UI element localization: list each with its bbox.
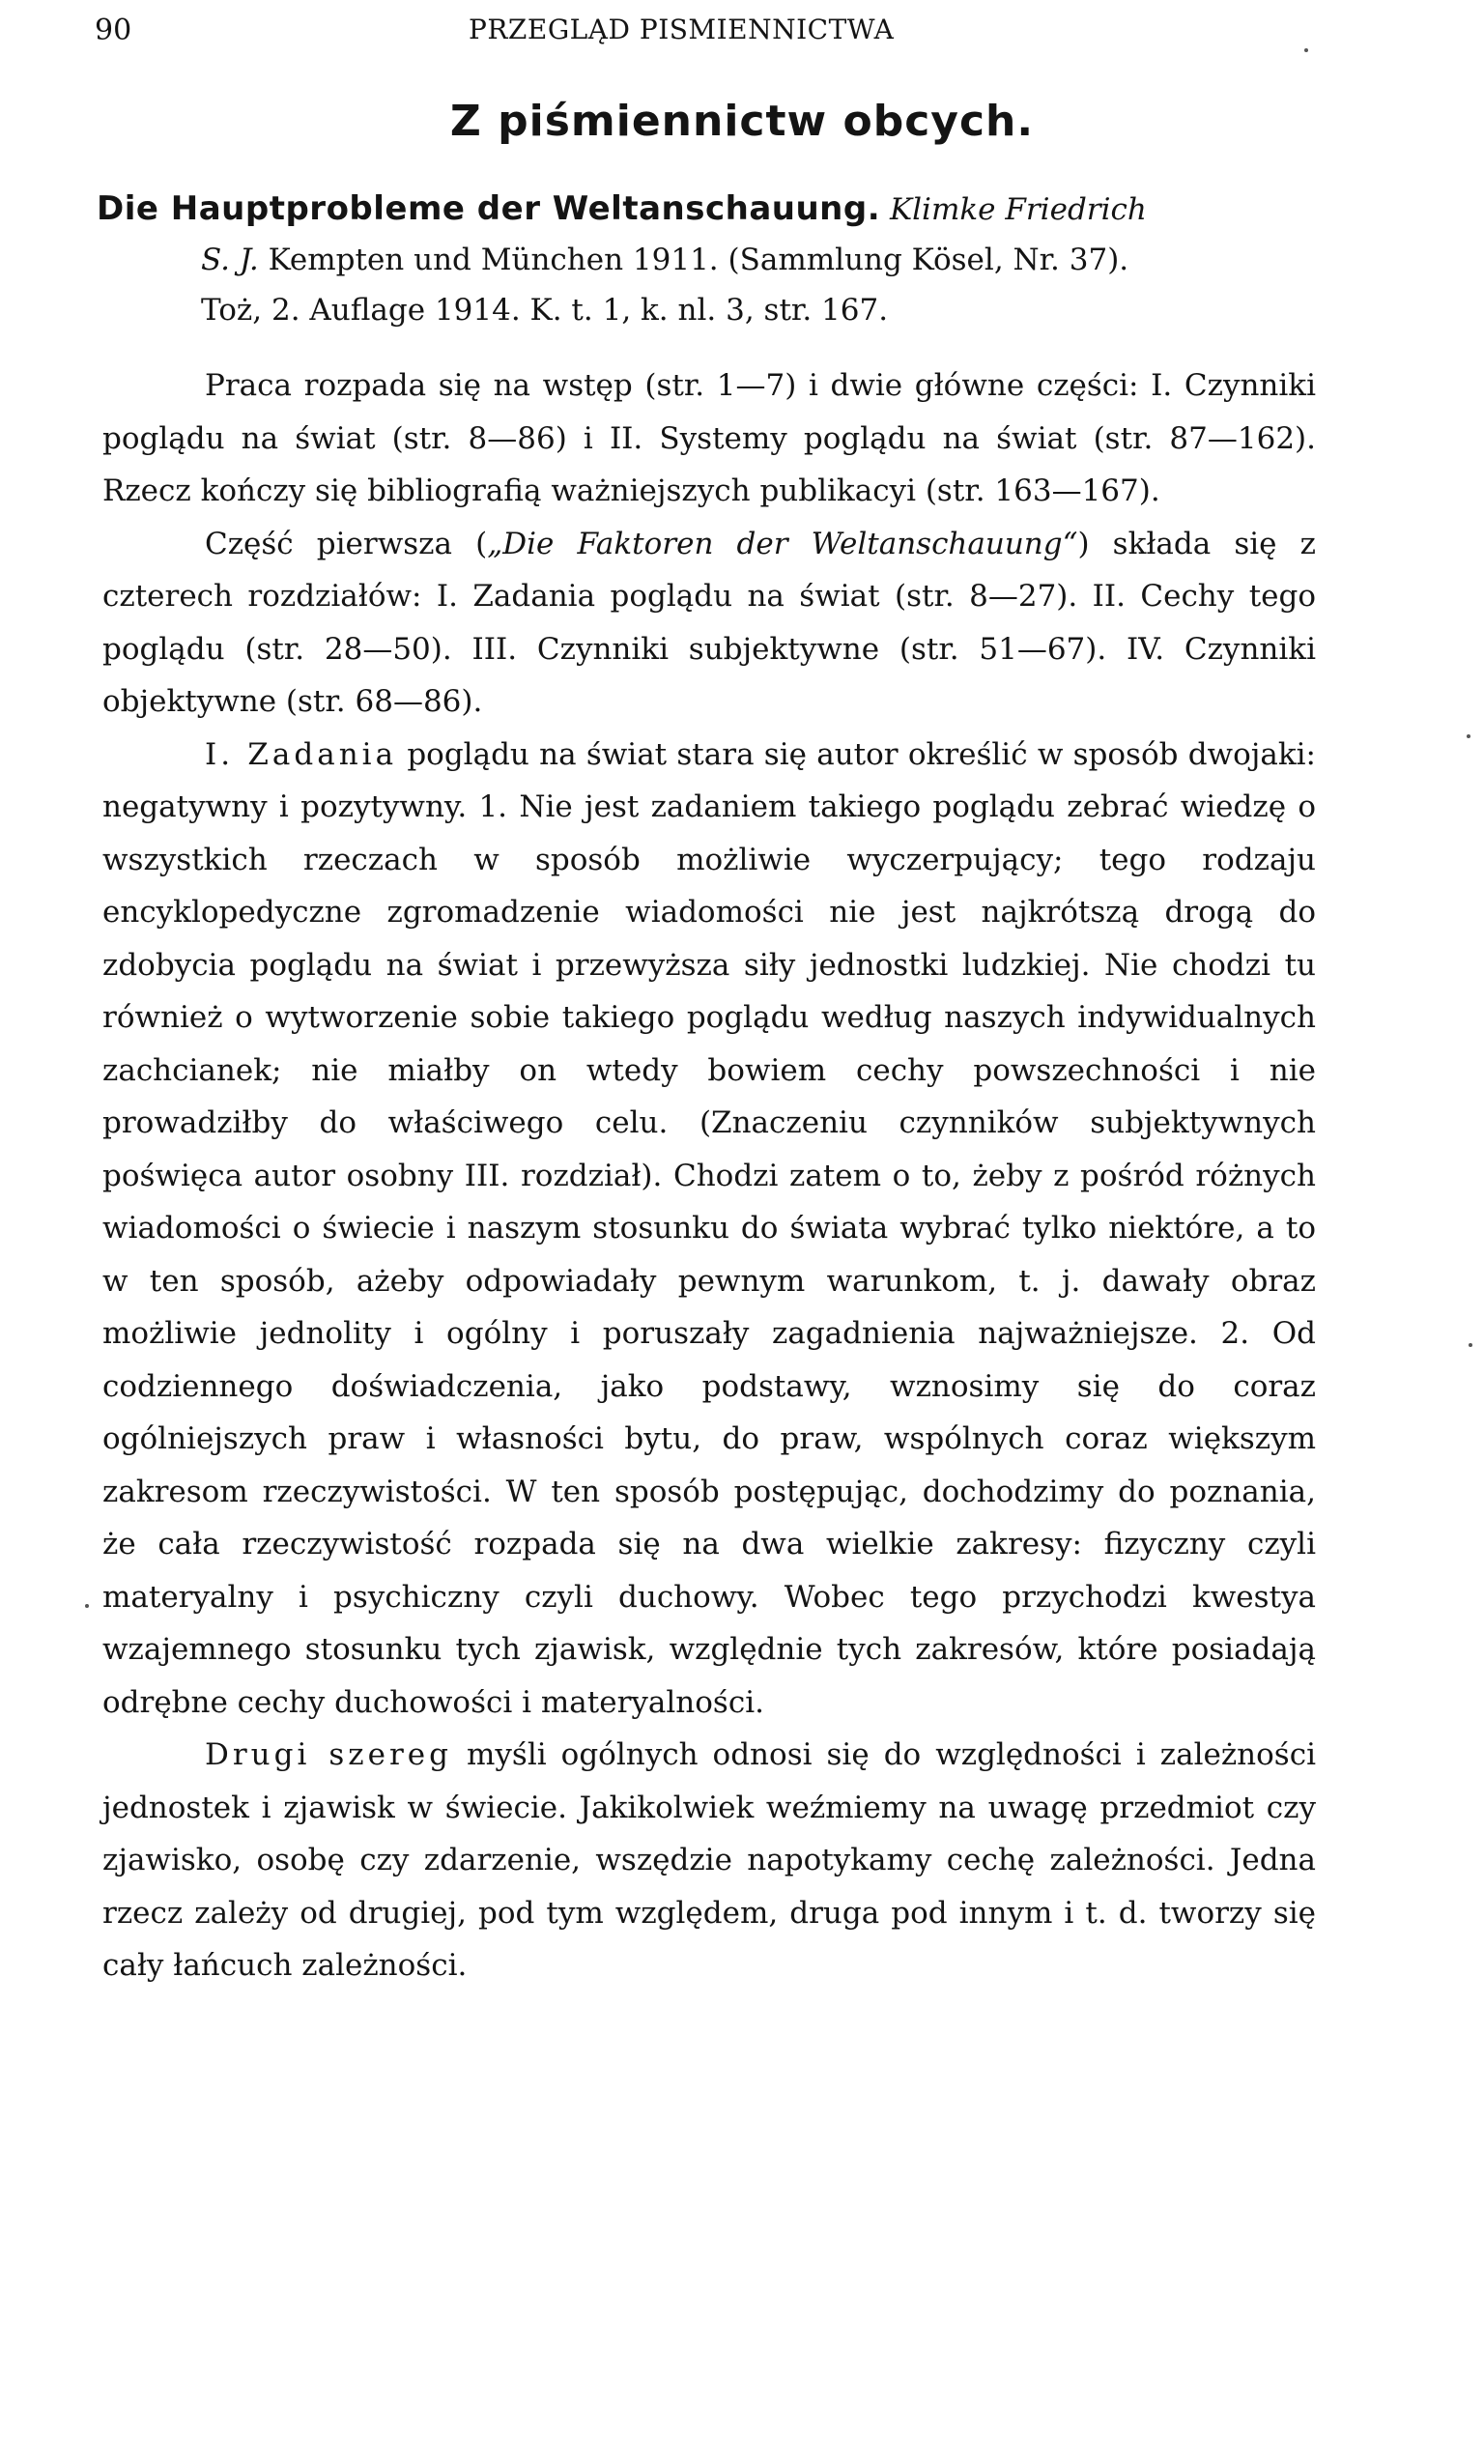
paragraph-3-text: poglądu na świat stara się autor określić w sposób dwojaki: negatywny i pozytywny. 1. Nie jest zadaniem takiego poglądu zebrać wiedzę o wszystkich rzeczach w sposób możliwie wyczerpujący; tego rodzaju encyklopedyczne zgromadzenie wiadomości nie jest najkrótszą drogą do zdobycia poglądu na świat i przewyższa siły jednostki ludzkiej. Nie chodzi tu również o wytworzenie sobie takiego poglądu według naszych indywidualnych zachcianek; nie miałby on wtedy bowiem cechy powszechności i nie prowadziłby do właściwego celu. (Znaczeniu czynników subjektywnych poświęca autor osobny III. rozdział). Chodzi zatem o to, żeby z pośród różnych wiadomości o świecie i naszym stosunku do świata wybrać tylko niektóre, a to w ten sposób, ażeby odpowiadały pewnym warunkom, t. j. dawały obraz możliwie jednolity i ogólny i poruszały zagadnienia najważniejsze. 2. Od codziennego doświadczenia, jako podstawy, wznosimy się do coraz ogólniejszych praw i własności bytu, do praw, wspólnych coraz większym zakresom rzeczywistości. W ten sposób postępując, dochodzimy do poznania, że cała rzeczywistość rozpada się na dwa wielkie zakresy: fizyczny czyli materyalny i psychiczny czyli duchowy. Wobec tego przychodzi kwestya wzajemnego stosunku tych zjawisk, względnie tych zakresów, które posiadają odrębne cechy duchowości i materyalności. — [102, 736, 1316, 1720]
paragraph-4 — [102, 1729, 1316, 1992]
scan-speck — [85, 1604, 89, 1608]
bibliographic-entry — [97, 184, 1362, 335]
publication-info: Kempten und München 1911. (Sammlung Kösel, Nr. 37). — [268, 243, 1129, 277]
scan-speck — [1469, 1343, 1472, 1347]
paragraph-2-italic-title: „Die Faktoren der Weltanschauung“ — [487, 526, 1078, 561]
paragraph-2-start: Część pierwsza ( — [205, 526, 488, 561]
scan-speck — [1467, 734, 1470, 738]
paragraph-1: Praca rozpada się na wstęp (str. 1—7) i dwie główne części: I. Czynniki poglądu na świat (str. 8—86) i II. Systemy poglądu na świat (str. 87—162). Rzecz kończy się bibliografią ważniejszych publikacyi (str. 163—167). — [102, 368, 1316, 508]
scan-speck — [1304, 48, 1308, 52]
paragraph-4-lead: Drugi szereg — [205, 1737, 452, 1772]
paragraph-2 — [102, 518, 1316, 729]
page-number: 90 — [95, 14, 132, 47]
edition-info: Toż, 2. Auflage 1914. K. t. 1, k. nl. 3, str. 167. — [201, 293, 889, 328]
paragraph-4-text: myśli ogólnych odnosi się do względności i zależności jednostek i zjawisk w świecie. Jakikolwiek weźmiemy na uwagę przedmiot czy zjawisko, osobę czy zdarzenie, wszędzie napotykamy cechę zależności. Jedna rzecz zależy od drugiej, pod tym względem, druga pod innym i t. d. tworzy się cały łańcuch zależności. — [102, 1737, 1316, 1983]
running-title: PRZEGLĄD PISMIENNICTWA — [469, 14, 895, 45]
section-title: Z piśmiennictw obcych. — [449, 97, 1035, 146]
article-body — [102, 359, 1316, 1992]
paragraph-2-end: ) składa się z czterech rozdziałów: I. Zadania poglądu na świat (str. 8—27). II. Cechy tego poglądu (str. 28—50). III. Czynniki subjektywne (str. 51—67). IV. Czynniki objektywne (str. 68—86). — [102, 526, 1316, 719]
paragraph-3-lead: I. Zadania — [205, 736, 398, 772]
author-suffix: S. J. — [201, 243, 259, 277]
book-title: Die Hauptprobleme der Weltanschauung. — [97, 189, 881, 228]
paragraph-3 — [102, 729, 1316, 1730]
author-name: Klimke Friedrich — [889, 192, 1147, 227]
